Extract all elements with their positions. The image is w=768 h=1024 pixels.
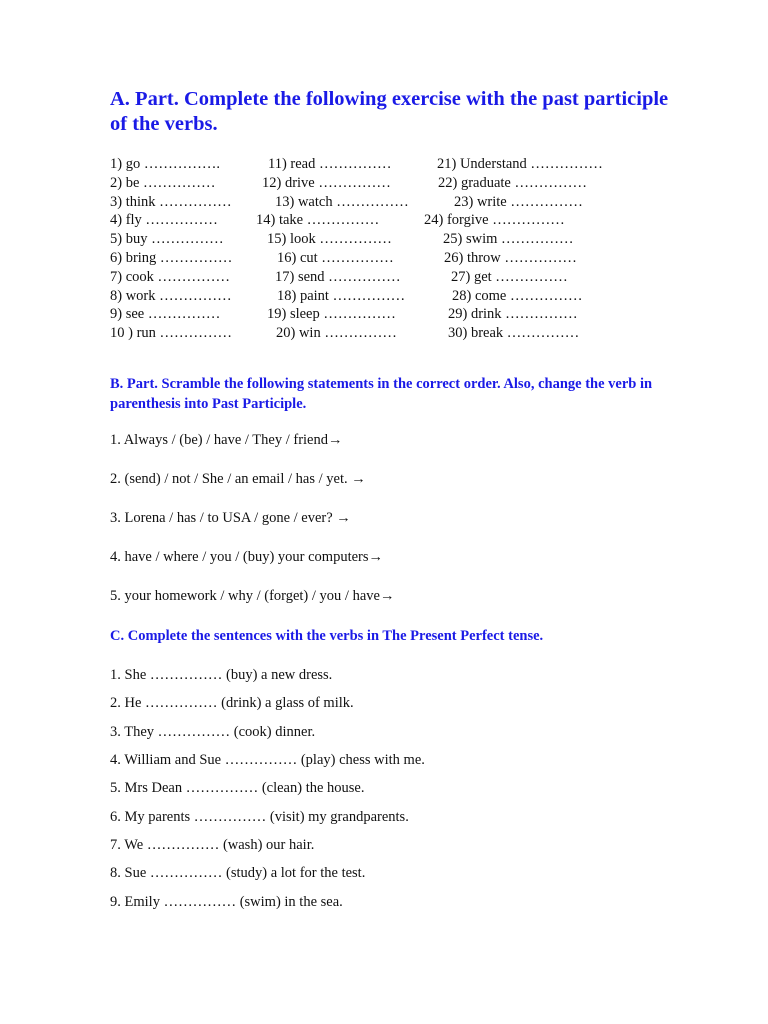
verb-item: 5) buy …………… bbox=[110, 231, 224, 248]
verb-item: 15) look …………… bbox=[267, 231, 392, 248]
scramble-item: 1. Always / (be) / have / They / friend→ bbox=[110, 432, 343, 448]
verb-item: 28) come …………… bbox=[452, 287, 583, 304]
verb-item: 25) swim …………… bbox=[443, 231, 574, 248]
sentence-item: 9. Emily …………… (swim) in the sea. bbox=[110, 894, 343, 910]
verb-item: 2) be …………… bbox=[110, 174, 216, 191]
verb-item: 20) win …………… bbox=[276, 325, 397, 342]
verb-item: 21) Understand …………… bbox=[437, 156, 603, 172]
part-c-title: C. Complete the sentences with the verbs in The Present Perfect tense. bbox=[110, 628, 544, 644]
verb-item: 14) take …………… bbox=[256, 212, 380, 229]
sentence-item: 2. He …………… (drink) a glass of milk. bbox=[110, 695, 354, 711]
verb-item: 9) see …………… bbox=[110, 306, 221, 323]
verb-item: 24) forgive …………… bbox=[424, 212, 565, 229]
verb-item: 12) drive …………… bbox=[262, 174, 391, 191]
verb-item: 23) write …………… bbox=[454, 193, 583, 210]
verb-item: 3) think …………… bbox=[110, 193, 232, 210]
sentence-item: 7. We …………… (wash) our hair. bbox=[110, 837, 315, 853]
verb-item: 1) go ……………. bbox=[110, 156, 220, 172]
part-b-title: B. Part. Scramble the following statements in the correct order. Also, change the verb in parenthesis into Past Participle. bbox=[110, 376, 653, 412]
sentence-item: 1. She …………… (buy) a new dress. bbox=[110, 667, 333, 683]
part-a-title: A. Part. Complete the following exercise with the past participle of the verbs. bbox=[110, 88, 669, 135]
sentence-item: 6. My parents …………… (visit) my grandparents. bbox=[110, 809, 409, 825]
verb-item: 8) work …………… bbox=[110, 287, 232, 304]
verb-item: 17) send …………… bbox=[275, 268, 401, 285]
verb-item: 22) graduate …………… bbox=[438, 174, 587, 191]
verb-item: 16) cut …………… bbox=[277, 249, 394, 266]
scramble-item: 3. Lorena / has / to USA / gone / ever? → bbox=[110, 510, 351, 526]
verb-item: 29) drink …………… bbox=[448, 306, 578, 323]
scramble-item: 5. your homework / why / (forget) / you / have→ bbox=[110, 588, 395, 604]
sentence-item: 3. They …………… (cook) dinner. bbox=[110, 724, 316, 740]
verb-item: 27) get …………… bbox=[451, 268, 568, 285]
verb-item: 30) break …………… bbox=[448, 325, 580, 342]
verb-item: 11) read …………… bbox=[268, 156, 392, 172]
scramble-item: 2. (send) / not / She / an email / has / yet. → bbox=[110, 471, 366, 487]
verb-item: 7) cook …………… bbox=[110, 268, 231, 285]
verb-item: 10 ) run …………… bbox=[110, 325, 233, 342]
sentence-item: 8. Sue …………… (study) a lot for the test. bbox=[110, 865, 366, 881]
verb-item: 26) throw …………… bbox=[444, 249, 577, 266]
verb-item: 18) paint …………… bbox=[277, 287, 406, 304]
verb-item: 4) fly …………… bbox=[110, 212, 218, 229]
sentence-item: 4. William and Sue …………… (play) chess with me. bbox=[110, 752, 425, 768]
verb-item: 19) sleep …………… bbox=[267, 306, 396, 323]
verb-item: 6) bring …………… bbox=[110, 249, 233, 266]
sentence-item: 5. Mrs Dean …………… (clean) the house. bbox=[110, 780, 365, 796]
scramble-item: 4. have / where / you / (buy) your computers→ bbox=[110, 549, 384, 565]
verb-item: 13) watch …………… bbox=[275, 193, 409, 210]
